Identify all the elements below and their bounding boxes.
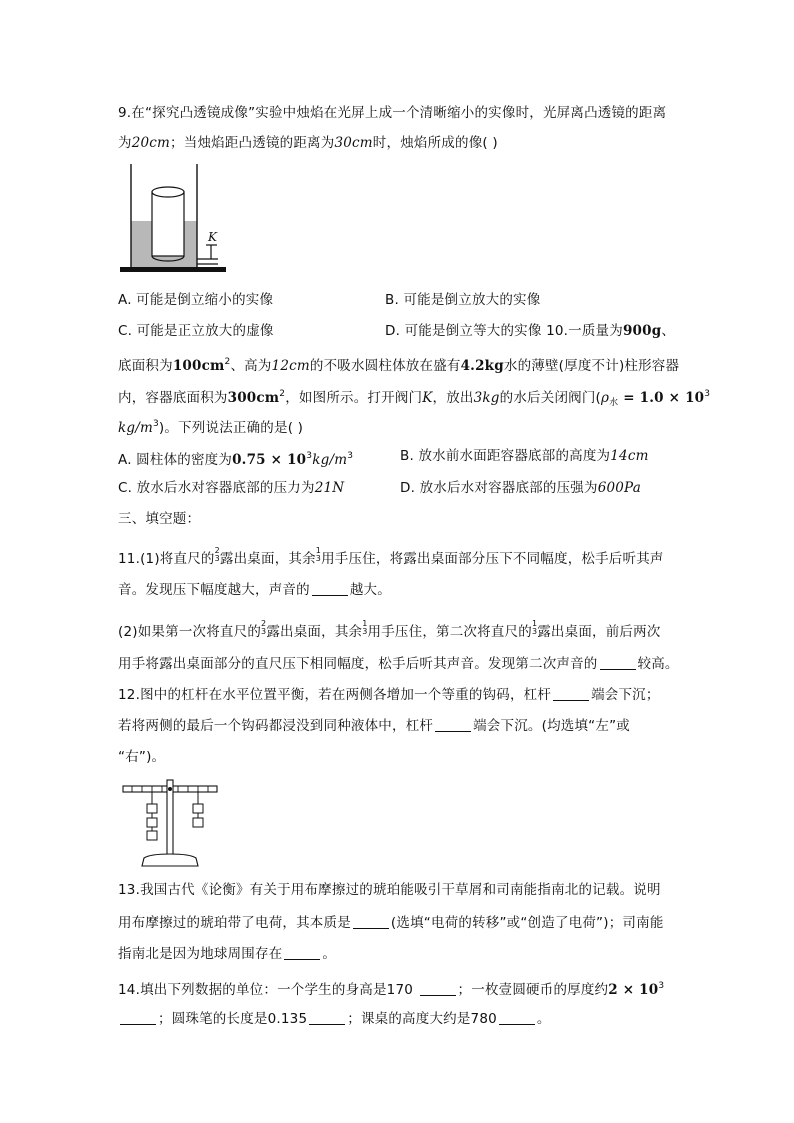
- q11-line2: [118, 581, 391, 599]
- q10-water: 4.2kg: [460, 358, 504, 374]
- q10-option-c-val: 21N: [314, 480, 345, 496]
- q10-text-2d: 水的薄壁(厚度不计)柱形容器: [503, 358, 680, 374]
- lever-figure: [120, 774, 220, 870]
- q11-f4-num: 1: [362, 619, 368, 628]
- q13-line3: [118, 945, 336, 963]
- q10-rho-exp: 3: [704, 389, 711, 399]
- q9-text-1: 9.在“探究凸透镜成像”实验中烛焰在光屏上成一个清晰缩小的实像时，光屏离凸透镜的距离: [118, 105, 667, 121]
- q10-option-a-unit: kg/m: [312, 452, 348, 468]
- cylinder-top: [152, 187, 184, 197]
- q12-text-3: “右”)。: [118, 749, 166, 765]
- q10-text-3c: ，放出: [432, 390, 474, 406]
- q11-text-4b: 较高。: [637, 656, 679, 672]
- q10-line4: [118, 415, 303, 437]
- q10-rho-eq: = 1.0 × 10: [618, 390, 705, 406]
- q13-blank-1[interactable]: [353, 914, 389, 929]
- q14-line2: [118, 1010, 551, 1028]
- q10-option-d: [400, 479, 641, 497]
- q11-text-2a: 音。发现压下幅度越大，声音的: [118, 582, 310, 598]
- q11-f1-den: 3: [214, 554, 220, 563]
- q10-option-d-text: D. 放水后水对容器底部的压强为: [400, 480, 598, 496]
- q11-f3-num: 2: [261, 619, 267, 628]
- q9-text-2a: 为: [118, 135, 132, 151]
- q13-text-2a: 用布摩擦过的琥珀带了电荷，其本质是: [118, 915, 351, 931]
- q14-text-2b: ；课桌的高度大约是780: [347, 1011, 497, 1027]
- q10-height: 12cm: [271, 358, 310, 374]
- q14-line1: [118, 977, 664, 999]
- q10-text-3a: 内，容器底面积为: [118, 390, 228, 406]
- q13-text-3b: 。: [322, 946, 337, 962]
- q10-option-b-text: B. 放水前水面距容器底部的高度为: [400, 448, 611, 464]
- cylinder-body: [152, 192, 184, 256]
- q9-line1: [118, 104, 666, 122]
- q14-blank-1[interactable]: [420, 981, 456, 996]
- q10-area1-exp: 2: [224, 357, 231, 367]
- q12-blank-2[interactable]: [435, 717, 471, 732]
- q12-text-1b: 端会下沉；: [591, 687, 660, 703]
- q14-text-1a: 14.填出下列数据的单位：一个学生的身高是170: [118, 982, 414, 998]
- q11-f2-num: 1: [315, 546, 322, 555]
- q12-blank-1[interactable]: [553, 686, 589, 701]
- q9-val-1: 20cm: [131, 135, 171, 151]
- q12-text-2b: 端会下沉。(均选填“左”或: [473, 718, 630, 734]
- container-base: [120, 267, 226, 272]
- q13-text-1: 13.我国古代《论衡》有关于用布摩擦过的琥珀能吸引干草屑和司南能指南北的记载。说明: [118, 882, 661, 898]
- q9-option-d: D. 可能是倒立等大的实像 10.一质量为900g、: [385, 323, 676, 339]
- q11-f5-den: 3: [531, 627, 538, 636]
- q10-option-a: [118, 447, 353, 469]
- q11-text-3a: (2)如果第一次将直尺的: [118, 624, 262, 640]
- q11-blank-2[interactable]: [600, 655, 636, 670]
- q11-text-2b: 越大。: [349, 582, 391, 598]
- q11-f3-den: 3: [261, 627, 267, 636]
- lever-pivot-pin: [168, 787, 172, 791]
- q11-line1: [118, 547, 664, 568]
- q9-option-a: [118, 291, 273, 309]
- q10-option-a-text: A. 圆柱体的密度为: [118, 452, 233, 468]
- right-hooked-weights: [193, 792, 203, 827]
- section-heading: [118, 510, 200, 528]
- q9-option-d-text: D. 可能是倒立等大的实像: [385, 323, 542, 339]
- q10-unit-exp: 3: [152, 419, 159, 429]
- q10-option-a-exp: 3: [306, 451, 313, 461]
- q14-blank-2[interactable]: [120, 1010, 156, 1025]
- q10-option-a-val: 0.75 × 10: [232, 452, 307, 468]
- q10-valve: K: [422, 390, 433, 406]
- q13-line2: [118, 914, 664, 932]
- container-figure: [118, 162, 228, 278]
- q9-option-b: [385, 291, 540, 309]
- q14-text-2a: ；圆珠笔的长度是0.135: [158, 1011, 308, 1027]
- q9-text-2b: ；当烛焰距凸透镜的距离为: [170, 135, 335, 151]
- q10-rho-sub: 水: [609, 398, 619, 408]
- q11-f1-num: 2: [214, 546, 220, 555]
- q11-text-1b: 露出桌面，其余: [219, 551, 316, 567]
- q10-option-d-val: 600Pa: [597, 480, 641, 496]
- q10-unit: kg/m: [118, 420, 153, 436]
- q12-line1: [118, 686, 660, 704]
- q11-text-1c: 用手压住，将露出桌面部分压下不同幅度，松手后听其声: [321, 551, 664, 567]
- q11-text-1a: 11.(1)将直尺的: [118, 551, 215, 567]
- q12-line3: [118, 748, 165, 766]
- q12-text-1a: 12.图中的杠杆在水平位置平衡，若在两侧各增加一个等重的钩码，杠杆: [118, 687, 552, 703]
- q10-out: 3kg: [473, 390, 500, 406]
- q14-val: 2 × 10: [608, 982, 659, 998]
- q11-f4-den: 3: [362, 627, 368, 636]
- q9-option-c-text: C. 可能是正立放大的虚像: [118, 323, 274, 339]
- q10-option-c-text: C. 放水后水对容器底部的压力为: [118, 480, 315, 496]
- q13-line1: [118, 881, 661, 899]
- q9-val-2: 30cm: [334, 135, 373, 151]
- q9-text-2c: 时，烛焰所成的像( ): [372, 135, 498, 151]
- q9-option-a-text: A. 可能是倒立缩小的实像: [118, 292, 274, 308]
- q11-text-3c: 用手压住，第二次将直尺的: [367, 624, 532, 640]
- q9-line2: [118, 134, 498, 152]
- q10-text-4b: )。下列说法正确的是( ): [158, 420, 304, 436]
- q10-option-c: [118, 479, 344, 497]
- q10-area1: 100cm: [172, 358, 225, 374]
- q11-text-3d: 露出桌面，前后两次: [537, 624, 661, 640]
- q11-text-4a: 用手将露出桌面部分的直尺压下相同幅度，松手后听其声音。发现第二次声音的: [118, 656, 598, 672]
- q10-mass: 900g: [622, 323, 662, 339]
- q11-line4: [118, 655, 679, 673]
- q10-area2: 300cm: [227, 390, 280, 406]
- q10-text-3b: ，如图所示。打开阀门: [285, 390, 423, 406]
- q10-option-b-val: 14cm: [610, 448, 649, 464]
- q10-line3: [118, 385, 710, 412]
- q11-line3: [118, 620, 661, 641]
- q11-blank-1[interactable]: [312, 581, 348, 596]
- q10-line2: [118, 353, 679, 375]
- q9-option-c: [118, 322, 274, 340]
- q12-text-2a: 若将两侧的最后一个钩码都浸没到同种液体中，杠杆: [118, 718, 434, 734]
- q14-exp: 3: [658, 981, 665, 991]
- q10-start: 10.一质量为: [546, 323, 623, 339]
- q11-f2-den: 3: [315, 554, 322, 563]
- q14-blank-4[interactable]: [499, 1010, 535, 1025]
- q10-text-3d: 的水后关闭阀门(: [499, 390, 602, 406]
- q10-area2-exp: 2: [279, 389, 286, 399]
- q13-blank-2[interactable]: [284, 945, 320, 960]
- q14-text-1b: ；一枚壹圆硬币的厚度约: [457, 982, 609, 998]
- q14-blank-3[interactable]: [309, 1010, 345, 1025]
- valve-label: K: [208, 230, 217, 244]
- q10-option-a-uexp: 3: [347, 451, 354, 461]
- q11-f5-num: 1: [531, 619, 538, 628]
- lever-support-post: [167, 780, 173, 856]
- q14-text-2c: 。: [536, 1011, 551, 1027]
- q10-text-2c: 的不吸水圆柱体放在盛有: [309, 358, 461, 374]
- q11-text-3b: 露出桌面，其余: [266, 624, 363, 640]
- q13-text-2b: (选填“电荷的转移”或“创造了电荷”)；司南能: [390, 915, 664, 931]
- q10-rho: ρ: [601, 390, 610, 406]
- q10-text-2b: 、高为: [230, 358, 272, 374]
- left-hooked-weights: [147, 792, 157, 840]
- q10-option-b: [400, 447, 649, 465]
- lever-stand-base: [142, 854, 198, 866]
- q12-line2: [118, 717, 630, 735]
- q10-text-2a: 底面积为: [118, 358, 173, 374]
- q9-option-b-text: B. 可能是倒立放大的实像: [385, 292, 541, 308]
- q13-text-3a: 指南北是因为地球周围存在: [118, 946, 283, 962]
- section-heading-text: 三、填空题：: [118, 511, 201, 527]
